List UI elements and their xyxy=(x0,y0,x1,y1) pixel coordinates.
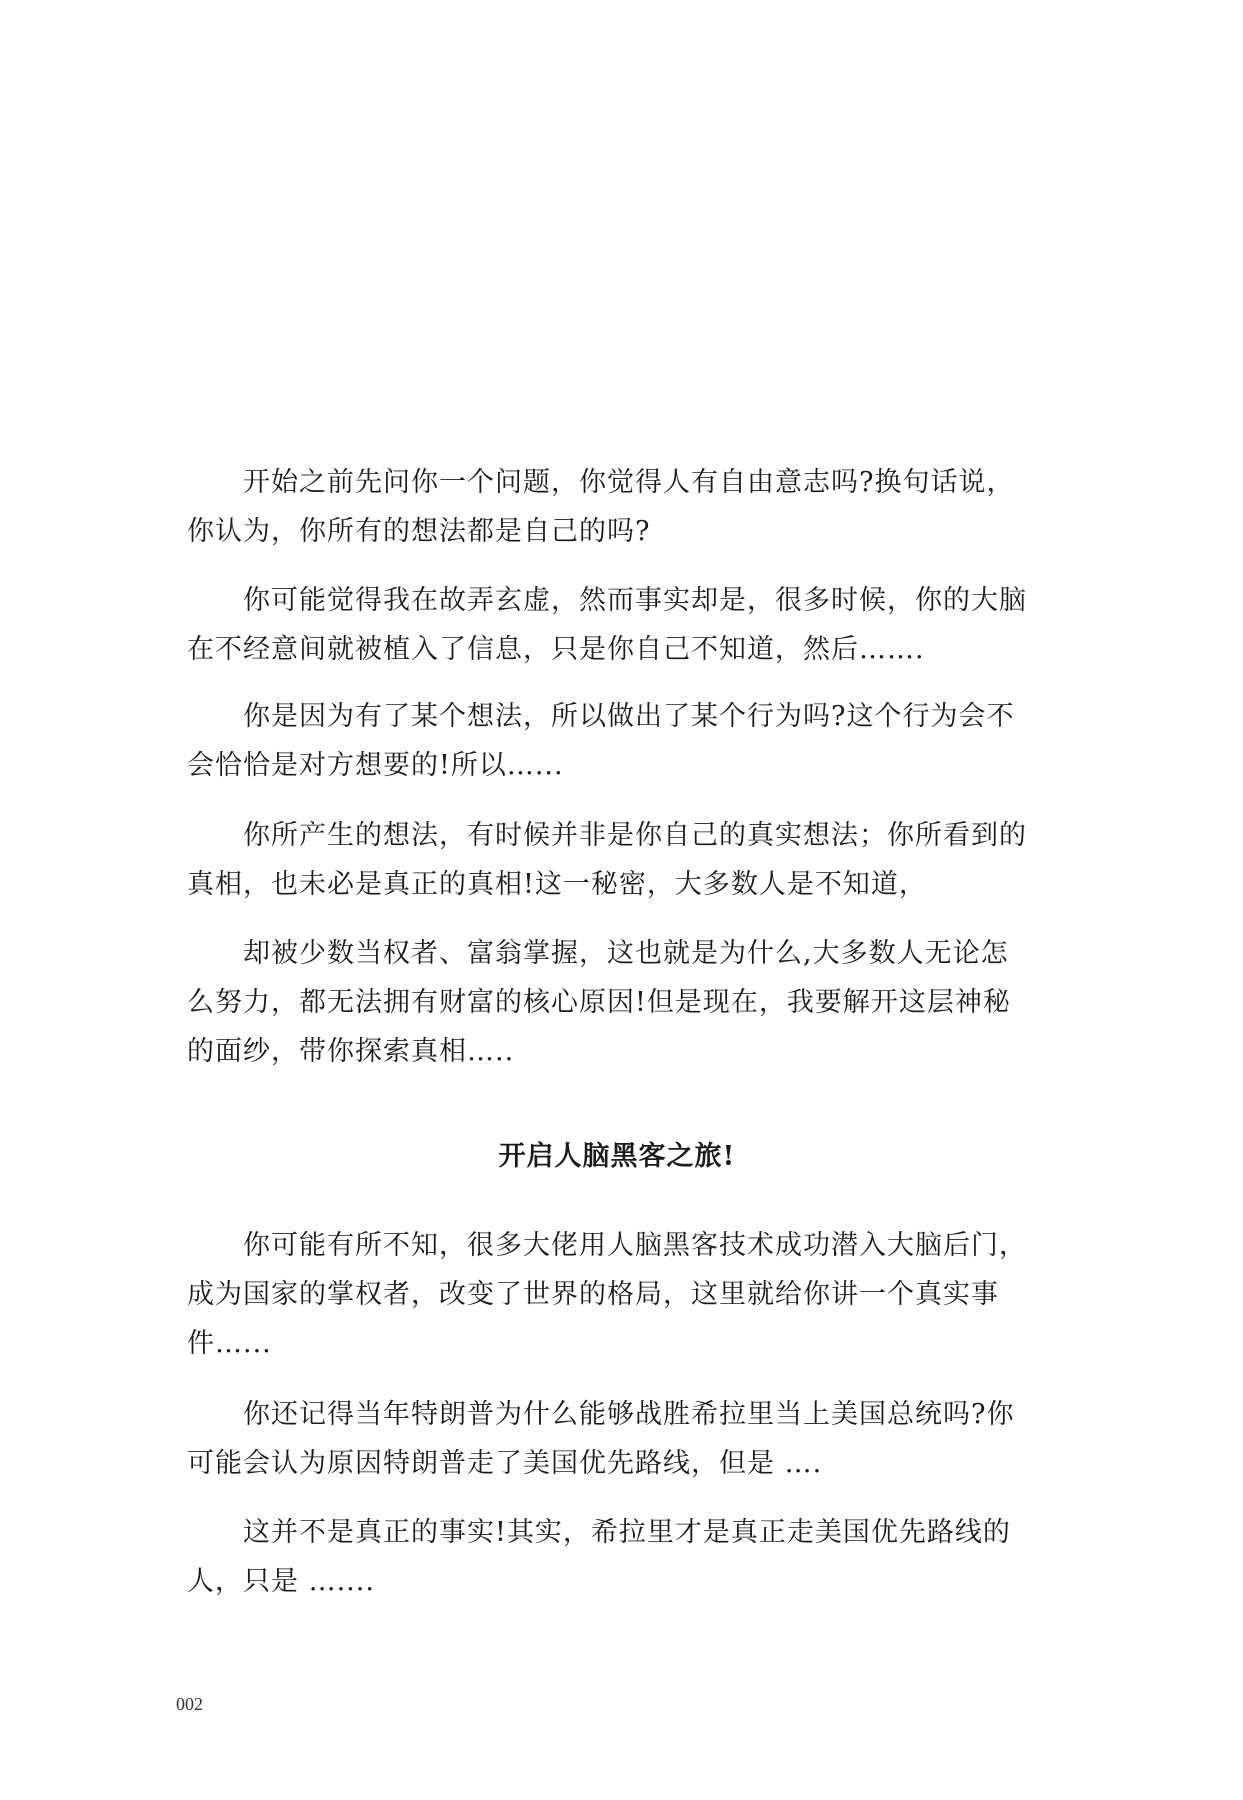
paragraph-line: 这并不是真正的事实!其实，希拉里才是真正走美国优先路线的 xyxy=(243,1517,1011,1548)
paragraph-line: 么努力，都无法拥有财富的核心原因!但是现在，我要解开这层神秘 xyxy=(187,987,1011,1018)
paragraph-4 xyxy=(187,811,1047,909)
paragraph-line: 你是因为有了某个想法，所以做出了某个行为吗?这个行为会不 xyxy=(243,701,1015,732)
paragraph-line: 你可能有所不知，很多大佬用人脑黑客技术成功潜入大脑后门， xyxy=(243,1230,1027,1261)
paragraph-line: 成为国家的掌权者，改变了世界的格局，这里就给你讲一个真实事 xyxy=(187,1279,999,1310)
page-number: 002 xyxy=(176,1694,203,1714)
paragraph-line: 会恰恰是对方想要的!所以…... xyxy=(187,750,564,781)
paragraph-line: 你认为，你所有的想法都是自己的吗? xyxy=(187,516,651,547)
paragraph-line: 你可能觉得我在故弄玄虚，然而事实却是，很多时候，你的大脑 xyxy=(243,585,1027,616)
paragraph-line: 真相，也未必是真正的真相!这一秘密，大多数人是不知道， xyxy=(187,869,927,900)
paragraph-line: 却被少数当权者、富翁掌握，这也就是为什么,大多数人无论怎 xyxy=(243,938,1009,969)
paragraph-7 xyxy=(187,1390,1047,1488)
paragraph-6 xyxy=(187,1221,1047,1368)
paragraph-line: 件…... xyxy=(187,1328,272,1359)
paragraph-line: 你所产生的想法，有时候并非是你自己的真实想法；你所看到的 xyxy=(243,820,1027,851)
paragraph-line: 在不经意间就被植入了信息，只是你自己不知道，然后……. xyxy=(187,634,925,665)
paragraph-line: 开始之前先问你一个问题，你觉得人有自由意志吗?换句话说， xyxy=(243,467,1015,498)
paragraph-1 xyxy=(187,458,1047,556)
paragraph-5 xyxy=(187,929,1047,1076)
paragraph-line: 的面纱，带你探索真相….. xyxy=(187,1036,515,1067)
paragraph-line: 你还记得当年特朗普为什么能够战胜希拉里当上美国总统吗?你 xyxy=(243,1399,1015,1430)
paragraph-2 xyxy=(187,576,1047,674)
paragraph-8 xyxy=(187,1508,1047,1606)
paragraph-line: 人，只是 ….... xyxy=(187,1566,375,1597)
paragraph-3 xyxy=(187,692,1047,790)
paragraph-line: 可能会认为原因特朗普走了美国优先路线，但是 …. xyxy=(187,1448,823,1479)
section-heading: 开启人脑黑客之旅! xyxy=(498,1141,736,1172)
